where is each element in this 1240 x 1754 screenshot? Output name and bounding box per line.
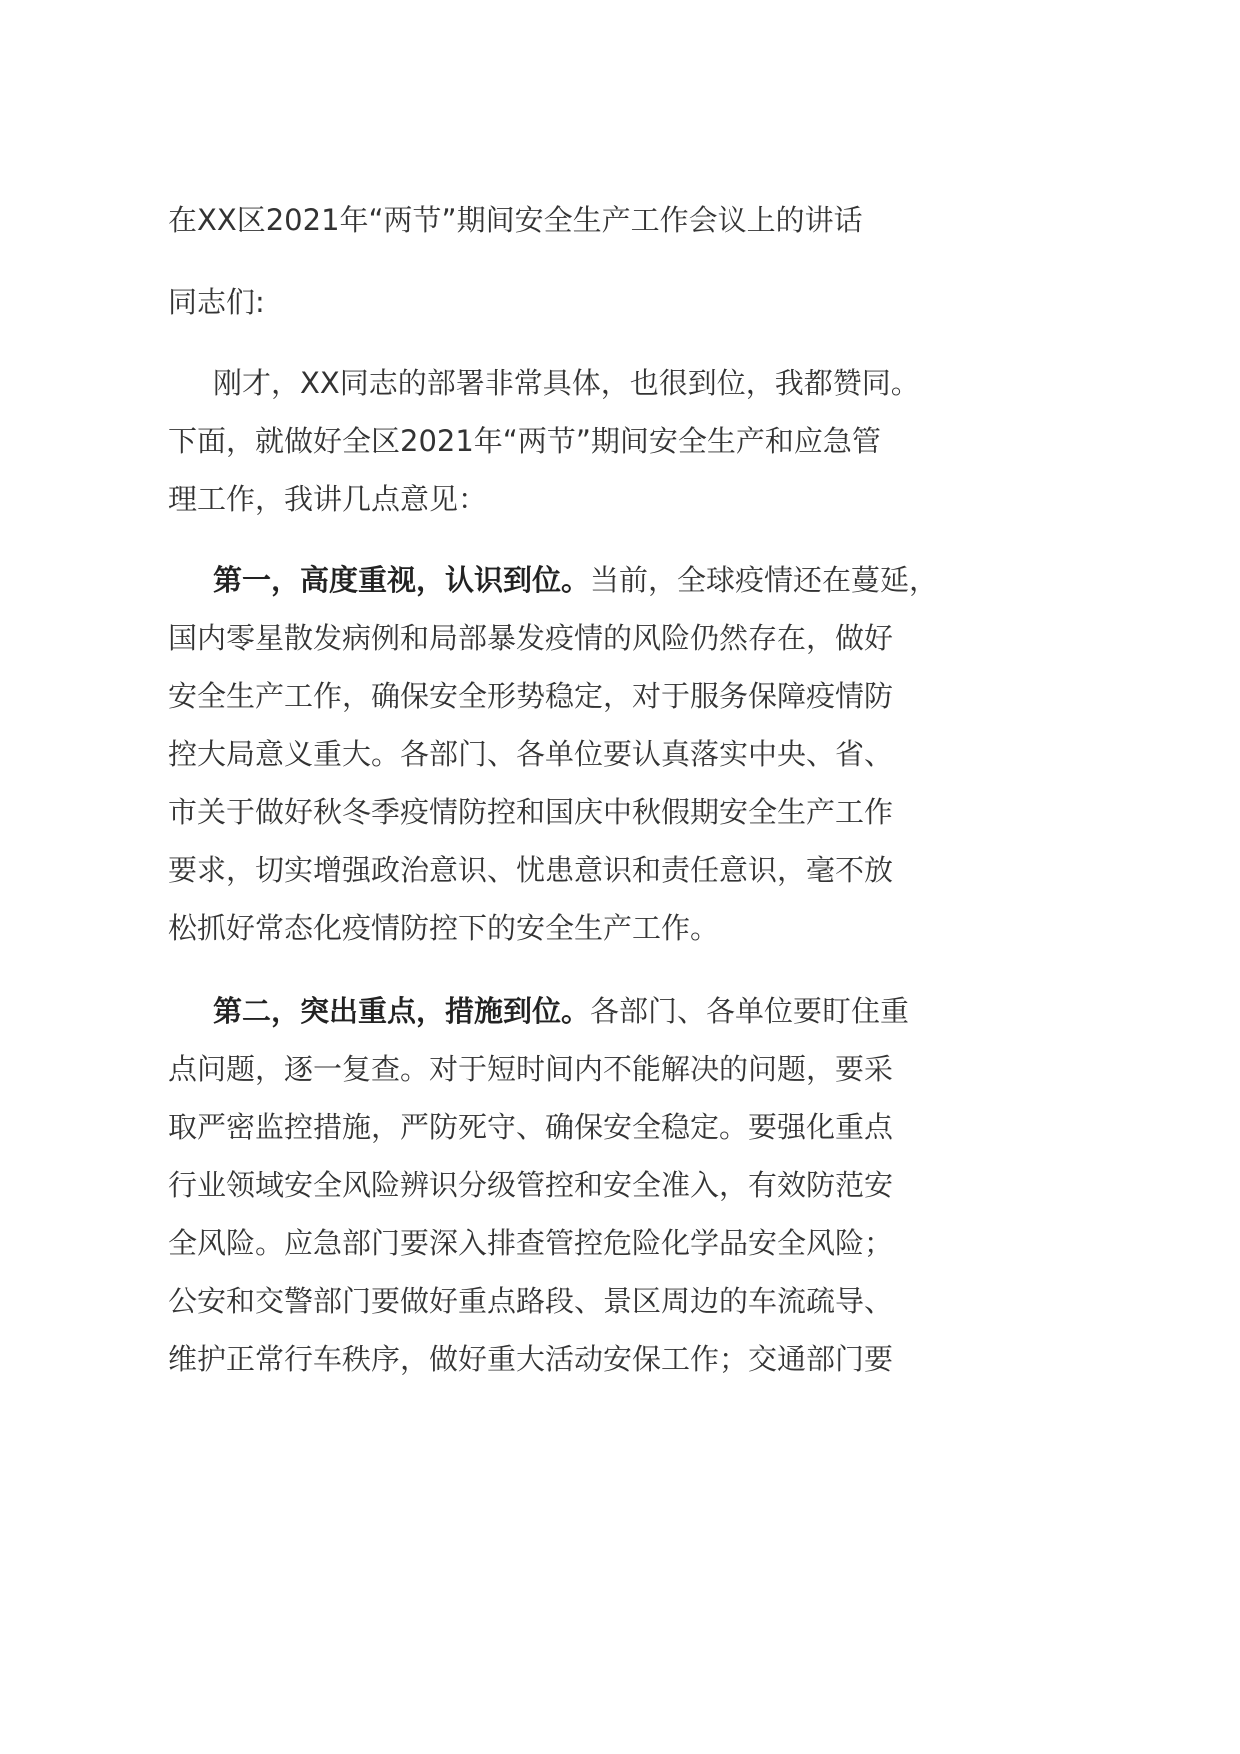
paragraph-line: 取严密监控措施，严防死守、确保安全稳定。要强化重点 (168, 1110, 894, 1144)
paragraph-line: 行业领域安全风险辨识分级管控和安全准入，有效防范安 (168, 1168, 894, 1202)
salutation: 同志们: (168, 285, 265, 319)
paragraph-text: 各部门、各单位要盯住重 (590, 994, 910, 1028)
paragraph-line (213, 560, 938, 600)
paragraph-line: 维护正常行车秩序，做好重大活动安保工作；交通部门要 (168, 1342, 894, 1376)
paragraph-text: 当前，全球疫情还在蔓延， (590, 563, 939, 597)
document-title: 在XX区2021年“两节”期间安全生产工作会议上的讲话 (168, 203, 863, 237)
paragraph-line: 控大局意义重大。各部门、各单位要认真落实中央、省、 (168, 737, 894, 771)
point-heading: 第一，高度重视，认识到位。 (213, 563, 591, 597)
paragraph-line: 松抓好常态化疫情防控下的安全生产工作。 (168, 911, 720, 945)
paragraph-line: 下面，就做好全区2021年“两节”期间安全生产和应急管 (168, 424, 881, 458)
point-heading: 第二，突出重点，措施到位。 (213, 994, 591, 1028)
paragraph-line: 国内零星散发病例和局部暴发疫情的风险仍然存在，做好 (168, 621, 894, 655)
paragraph-line: 理工作，我讲几点意见： (168, 482, 488, 516)
paragraph-line: 安全生产工作，确保安全形势稳定，对于服务保障疫情防 (168, 679, 894, 713)
paragraph-line: 点问题，逐一复查。对于短时间内不能解决的问题，要采 (168, 1052, 894, 1086)
paragraph-line: 刚才，XX同志的部署非常具体，也很到位，我都赞同。 (213, 366, 920, 400)
paragraph-line: 全风险。应急部门要深入排查管控危险化学品安全风险； (168, 1226, 894, 1260)
paragraph-line: 要求，切实增强政治意识、忧患意识和责任意识，毫不放 (168, 853, 894, 887)
paragraph-line: 公安和交警部门要做好重点路段、景区周边的车流疏导、 (168, 1284, 894, 1318)
paragraph-line (213, 991, 909, 1031)
paragraph-line: 市关于做好秋冬季疫情防控和国庆中秋假期安全生产工作 (168, 795, 894, 829)
